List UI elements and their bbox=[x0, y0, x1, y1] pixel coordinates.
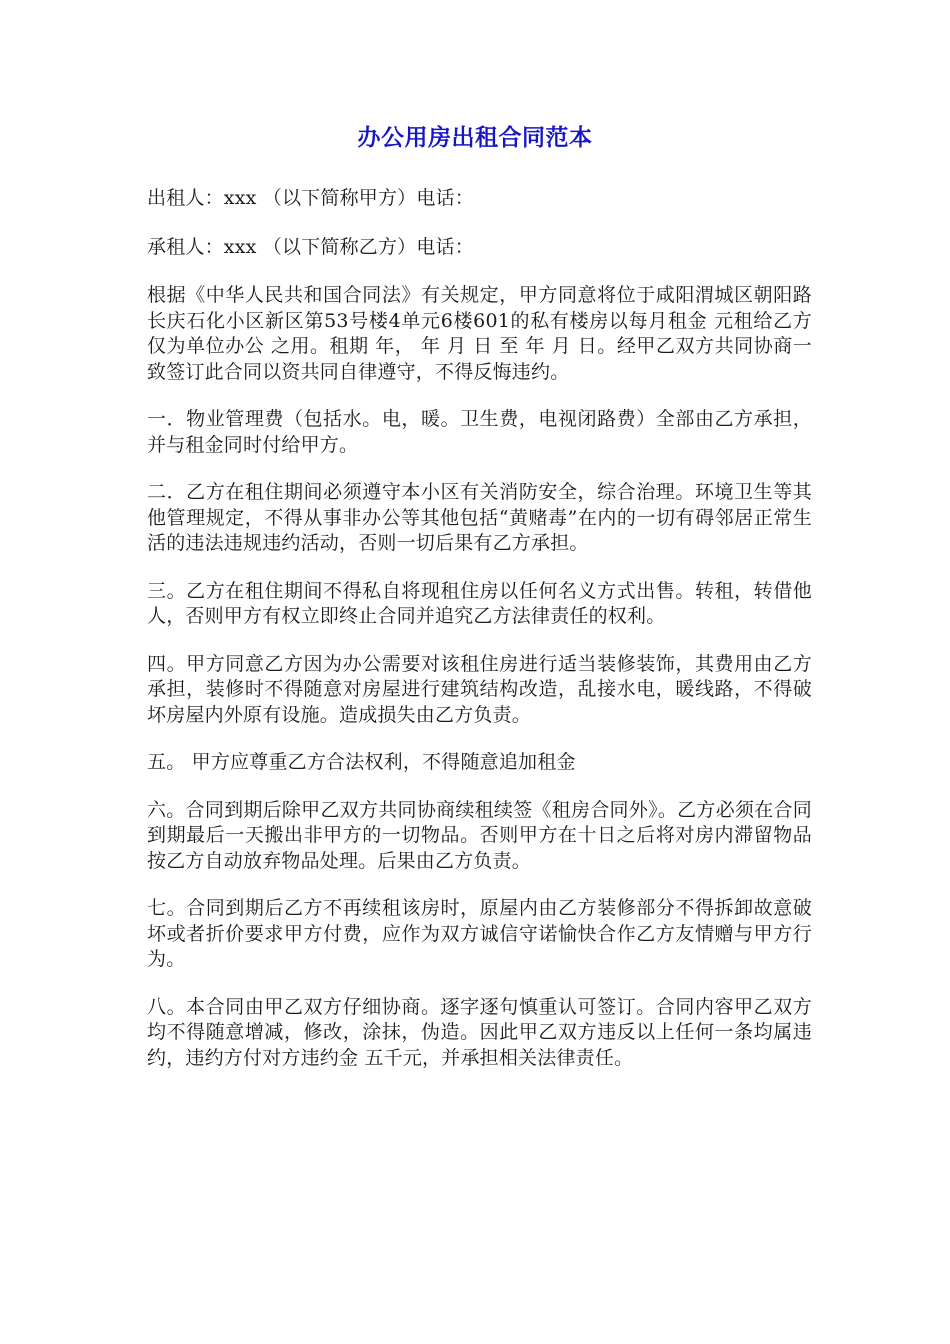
paragraph-clause-6: 六。合同到期后除甲乙双方共同协商续租续签《租房合同外》。乙方必须在合同到期最后一天搬出非甲方的一切物品。否则甲方在十日之后将对房内滞留物品按乙方自动放弃物品处理。后果由乙方负责。 bbox=[147, 798, 812, 872]
document-title: 办公用房出租合同范本 bbox=[357, 125, 593, 151]
document-body bbox=[147, 186, 812, 1093]
paragraph-clause-8: 八。本合同由甲乙双方仔细协商。逐字逐句慎重认可签订。合同内容甲乙双方均不得随意增减，修改，涂抹，伪造。因此甲乙双方违反以上任何一条均属违约，违约方付对方违约金 五千元，并承担相关法律责任。 bbox=[147, 995, 812, 1069]
lessor-line: 出租人：xxx （以下简称甲方）电话： bbox=[147, 187, 474, 209]
paragraph-clause-5: 五。 甲方应尊重乙方合法权利，不得随意追加租金 bbox=[147, 751, 576, 773]
paragraph-clause-2: 二．乙方在租住期间必须遵守本小区有关消防安全，综合治理。环境卫生等其他管理规定，不得从事非办公等其他包括“黄赌毒”在内的一切有碍邻居正常生活的违法违规违约活动，否则一切后果有乙方承担。 bbox=[147, 481, 812, 554]
lessee-line: 承租人：xxx （以下简称乙方）电话： bbox=[147, 235, 474, 258]
paragraph-clause-3: 三。乙方在租住期间不得私自将现租住房以任何名义方式出售。转租，转借他人，否则甲方有权立即终止合同并追究乙方法律责任的权利。 bbox=[147, 579, 812, 627]
paragraph-clause-1: 一．物业管理费（包括水。电，暖。卫生费，电视闭路费）全部由乙方承担，并与租金同时付给甲方。 bbox=[147, 408, 812, 456]
paragraph-clause-7: 七。合同到期后乙方不再续租该房时，原屋内由乙方装修部分不得拆卸故意破坏或者折价要求甲方付费，应作为双方诚信守诺愉快合作乙方友情赠与甲方行为。 bbox=[147, 897, 812, 970]
paragraph-clause-4: 四。甲方同意乙方因为办公需要对该租住房进行适当装修装饰，其费用由乙方承担，装修时不得随意对房屋进行建筑结构改造，乱接水电，暖线路，不得破坏房屋内外原有设施。造成损失由乙方负责。 bbox=[147, 652, 812, 726]
paragraph-intro: 根据《中华人民共和国合同法》有关规定，甲方同意将位于咸阳渭城区朝阳路长庆石化小区新区第53号楼4单元6楼601的私有楼房以每月租金 元租给乙方仅为单位办公 之用。租期 年， 年 月 日 至 年 月 日。经甲乙双方共同协商一致签订此合同以资共同自律遵守，不得反悔违约。 bbox=[147, 284, 812, 383]
